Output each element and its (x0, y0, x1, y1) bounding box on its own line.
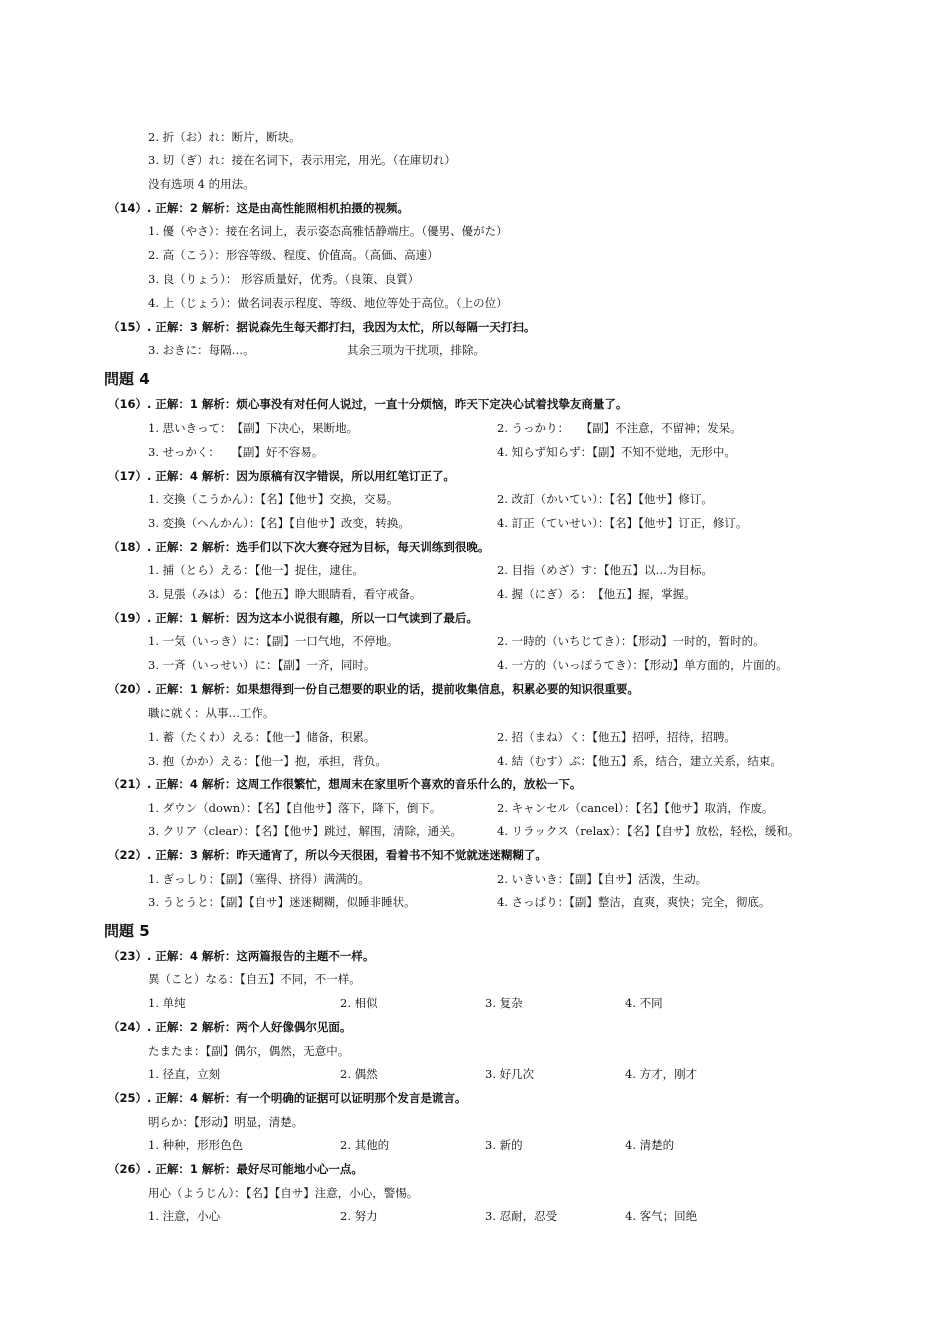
q19-option-2: 2. 一時的（いちじてき）：【形动】一时的，暂时的。 (497, 634, 765, 648)
q14-option-3: 3. 良（りょう）： 形容质量好，优秀。（良策、良質） (148, 272, 420, 286)
q16-option-2: 2. うっかり： 【副】不注意，不留神；发呆。 (497, 421, 742, 435)
question-24-head: （24）. 正解：2 解析：两个人好像偶尔见面。 (108, 1020, 352, 1034)
q24-option-2: 2. 偶然 (340, 1067, 378, 1081)
question-21-head: （21）. 正解：4 解析：这周工作很繁忙，想周末在家里听个喜欢的音乐什么的，放松一下。 (108, 777, 582, 791)
q23-option-4: 4. 不同 (625, 996, 663, 1010)
q25-option-4: 4. 清楚的 (625, 1138, 675, 1152)
q18-option-3: 3. 見張（みは）る：【他五】睁大眼睛看，看守戒备。 (148, 587, 422, 601)
top-line-2: 3. 切（ぎ）れ：接在名词下，表示用完，用光。（在庫切れ） (148, 153, 456, 167)
q20-option-3: 3. 抱（かか）える：【他一】抱，承担，背负。 (148, 754, 387, 768)
q15-note: 其余三项为干扰项，排除。 (347, 343, 485, 357)
question-16-head: （16）. 正解：1 解析：烦心事没有对任何人说过，一直十分烦恼，昨天下定决心试着找挚友商量了。 (108, 397, 628, 411)
q24-option-3: 3. 好几次 (485, 1067, 535, 1081)
q19-option-3: 3. 一斉（いっせい）に：【副】一齐，同时。 (148, 658, 376, 672)
q20-option-2: 2. 招（まね）く：【他五】招呼，招待，招聘。 (497, 730, 736, 744)
q21-option-3: 3. クリア（clear）：【名】【他サ】跳过，解围，清除，通关。 (148, 824, 463, 838)
question-26-head: （26）. 正解：1 解析：最好尽可能地小心一点。 (108, 1162, 363, 1176)
q17-option-3: 3. 変換（へんかん）：【名】【自他サ】改变，转换。 (148, 516, 410, 530)
q20-note: 職に就く：从事…工作。 (148, 706, 275, 720)
question-25-head: （25）. 正解：4 解析：有一个明确的证据可以证明那个发言是谎言。 (108, 1091, 467, 1105)
q14-option-2: 2. 高（こう）：形容等级、程度、价值高。（高価、高速） (148, 248, 439, 262)
q23-note: 異（こと）なる：【自五】不同，不一样。 (148, 972, 361, 986)
q18-option-4: 4. 握（にぎ）る： 【他五】握，掌握。 (497, 587, 696, 601)
q24-option-4: 4. 方才，刚才 (625, 1067, 698, 1081)
q22-option-2: 2. いきいき：【副】【自サ】活泼，生动。 (497, 872, 708, 886)
section-5-title: 問題 5 (104, 922, 150, 940)
q23-option-1: 1. 单纯 (148, 996, 186, 1010)
q17-option-2: 2. 改訂（かいてい）：【名】【他サ】修订。 (497, 492, 713, 506)
q15-option-3: 3. おきに：每隔…。 (148, 343, 255, 357)
q22-option-3: 3. うとうと：【副】【自サ】迷迷糊糊，似睡非睡状。 (148, 895, 416, 909)
question-20-head: （20）. 正解：1 解析：如果想得到一份自己想要的职业的话，提前收集信息，积累必要的知识很重要。 (108, 682, 639, 696)
q14-option-1: 1. 優（やさ）：接在名词上，表示姿态高雅恬静端庄。（優男、優がた） (148, 224, 508, 238)
q18-option-2: 2. 目指（めざ）す：【他五】以…为目标。 (497, 563, 713, 577)
q21-option-1: 1. ダウン（down）：【名】【自他サ】落下，降下，倒下。 (148, 801, 442, 815)
q26-option-4: 4. 客气；回绝 (625, 1209, 698, 1223)
q17-option-1: 1. 交換（こうかん）：【名】【他サ】交换，交易。 (148, 492, 399, 506)
question-19-head: （19）. 正解：1 解析：因为这本小说很有趣，所以一口气读到了最后。 (108, 611, 478, 625)
q18-option-1: 1. 捕（とら）える：【他一】捉住，逮住。 (148, 563, 364, 577)
q19-option-4: 4. 一方的（いっぽうてき）：【形动】单方面的，片面的。 (497, 658, 788, 672)
q14-option-4: 4. 上（じょう）：做名词表示程度、等级、地位等处于高位。（上の位） (148, 296, 508, 310)
question-17-head: （17）. 正解：4 解析：因为原稿有汉字错误，所以用红笔订正了。 (108, 469, 455, 483)
q25-option-1: 1. 种种，形形色色 (148, 1138, 244, 1152)
q16-option-3: 3. せっかく： 【副】好不容易。 (148, 445, 324, 459)
q21-option-2: 2. キャンセル（cancel）：【名】【他サ】取消，作废。 (497, 801, 774, 815)
q26-option-2: 2. 努力 (340, 1209, 378, 1223)
section-4-title: 問題 4 (104, 370, 150, 388)
q26-option-1: 1. 注意，小心 (148, 1209, 221, 1223)
q19-option-1: 1. 一気（いっき）に：【副】一口气地，不停地。 (148, 634, 399, 648)
q26-note: 用心（ようじん）：【名】【自サ】注意，小心，警惕。 (148, 1186, 419, 1200)
q25-option-2: 2. 其他的 (340, 1138, 390, 1152)
q20-option-4: 4. 結（むす）ぶ：【他五】系，结合，建立关系，结束。 (497, 754, 782, 768)
top-line-1: 2. 折（お）れ：断片，断块。 (148, 130, 301, 144)
q22-option-1: 1. ぎっしり：【副】（塞得、挤得）满满的。 (148, 872, 370, 886)
top-line-3: 没有选项 4 的用法。 (148, 177, 255, 191)
q24-option-1: 1. 径直，立刻 (148, 1067, 221, 1081)
q21-option-4: 4. リラックス（relax）：【名】【自サ】放松，轻松，缓和。 (497, 824, 800, 838)
question-15-head: （15）. 正解：3 解析：据说森先生每天都打扫，我因为太忙，所以每隔一天打扫。 (108, 320, 536, 334)
q17-option-4: 4. 訂正（ていせい）：【名】【他サ】订正，修订。 (497, 516, 748, 530)
q16-option-4: 4. 知らず知らず：【副】不知不觉地，无形中。 (497, 445, 736, 459)
q23-option-3: 3. 复杂 (485, 996, 523, 1010)
q25-note: 明らか：【形动】明显，清楚。 (148, 1115, 304, 1129)
q25-option-3: 3. 新的 (485, 1138, 523, 1152)
q26-option-3: 3. 忍耐，忍受 (485, 1209, 558, 1223)
q23-option-2: 2. 相似 (340, 996, 378, 1010)
q16-option-1: 1. 思いきって： 【副】下决心，果断地。 (148, 421, 359, 435)
q20-option-1: 1. 蓄（たくわ）える：【他一】储备，积累。 (148, 730, 376, 744)
question-14-head: （14）. 正解：2 解析：这是由高性能照相机拍摄的视频。 (108, 201, 409, 215)
question-22-head: （22）. 正解：3 解析：昨天通宵了，所以今天很困，看着书不知不觉就迷迷糊糊了。 (108, 848, 547, 862)
question-18-head: （18）. 正解：2 解析：选手们以下次大赛夺冠为目标，每天训练到很晚。 (108, 540, 490, 554)
q24-note: たまたま：【副】偶尔，偶然，无意中。 (148, 1044, 350, 1058)
question-23-head: （23）. 正解：4 解析：这两篇报告的主题不一样。 (108, 949, 375, 963)
q22-option-4: 4. さっぱり：【副】整洁，直爽，爽快；完全，彻底。 (497, 895, 771, 909)
